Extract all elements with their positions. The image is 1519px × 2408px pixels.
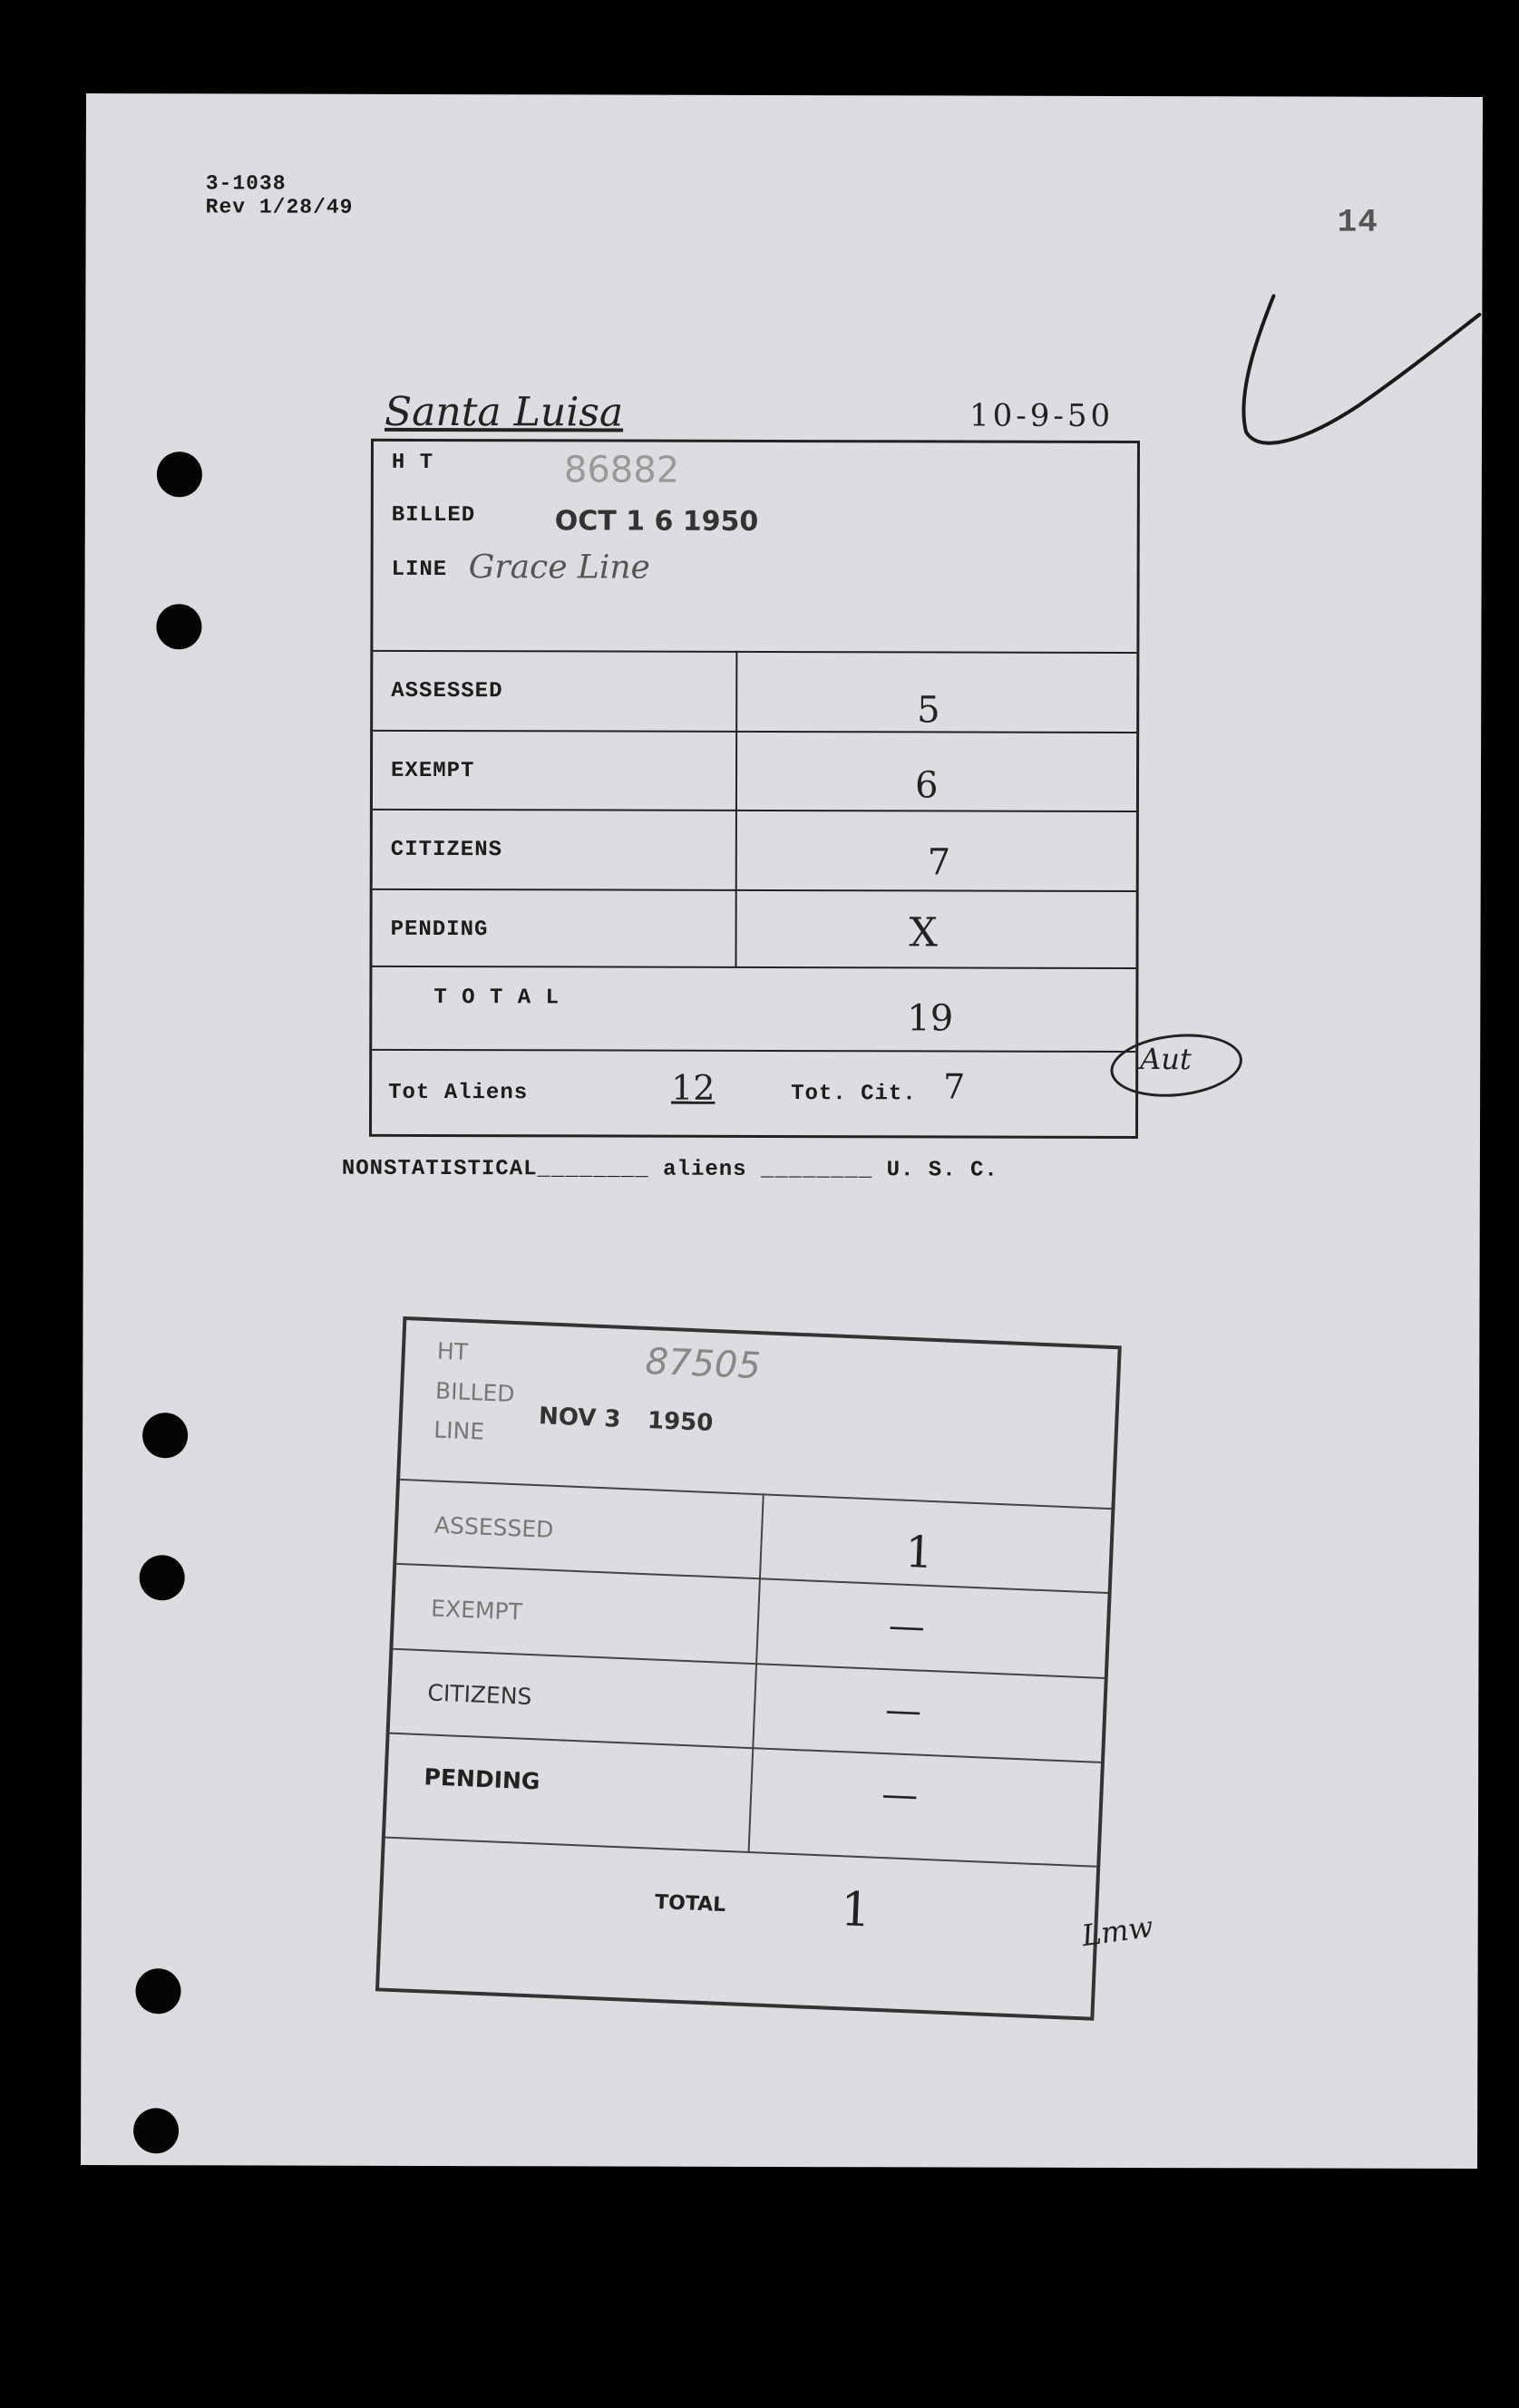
- divider: [396, 1563, 1107, 1594]
- nonstat-label-text: NONSTATISTICAL: [341, 1156, 538, 1182]
- tot-cit-label: Tot. Cit.: [791, 1082, 917, 1107]
- row-value-citizens: 7: [927, 841, 951, 884]
- line-label: LINE: [391, 557, 448, 583]
- divider: [372, 966, 1135, 969]
- ht-number-2: 87505: [644, 1340, 762, 1388]
- row-value-assessed: 5: [917, 689, 940, 732]
- row-label-citizens: CITIZENS: [390, 837, 503, 863]
- nonstat-blank: ________: [537, 1157, 649, 1182]
- line-value: Grace Line: [468, 549, 650, 587]
- line-label-2: LINE: [433, 1416, 485, 1445]
- row-label-assessed-2: ASSESSED: [433, 1511, 554, 1543]
- divider: [373, 809, 1136, 812]
- row-value-exempt-2: —: [887, 1605, 926, 1648]
- ht-label-2: HT: [436, 1337, 469, 1365]
- billed-date: OCT 1 6 1950: [554, 505, 759, 538]
- row-value-assessed-2: 1: [904, 1526, 934, 1579]
- ht-label: H T: [391, 450, 434, 475]
- divider: [400, 1479, 1111, 1510]
- binder-hole: [133, 2108, 179, 2153]
- divider: [373, 730, 1136, 733]
- total-value-2: 1: [839, 1882, 872, 1938]
- tot-aliens-label: Tot Aliens: [388, 1080, 529, 1106]
- form-revision: Rev 1/28/49: [205, 195, 354, 219]
- document-page: [81, 93, 1483, 2169]
- divider: [390, 1733, 1101, 1763]
- row-value-pending-2: —: [881, 1773, 920, 1817]
- column-divider: [748, 1493, 764, 1851]
- row-label-citizens-2: CITIZENS: [426, 1679, 532, 1711]
- divider: [372, 1049, 1135, 1053]
- divider: [373, 888, 1136, 892]
- total-label-2: TOTAL: [654, 1890, 726, 1918]
- binder-hole: [140, 1555, 185, 1600]
- row-label-pending-2: PENDING: [424, 1763, 540, 1795]
- billed-date-year: 1950: [647, 1407, 714, 1438]
- total-label: T O T A L: [433, 985, 560, 1011]
- check-mark-icon: [1232, 286, 1482, 455]
- binder-hole: [156, 604, 201, 649]
- row-label-pending: PENDING: [390, 917, 489, 943]
- divider: [373, 650, 1136, 654]
- row-label-exempt: EXEMPT: [391, 758, 475, 784]
- row-label-exempt-2: EXEMPT: [430, 1595, 523, 1626]
- binder-hole: [142, 1413, 188, 1458]
- row-label-assessed: ASSESSED: [391, 678, 503, 704]
- nonstat-usc-text: U. S. C.: [886, 1158, 998, 1183]
- vessel-name: Santa Luisa: [385, 388, 624, 436]
- nonstat-aliens-text: aliens: [663, 1157, 747, 1182]
- nonstat-label: [342, 1157, 998, 1183]
- record-date: 10-9-50: [969, 397, 1115, 434]
- divider: [385, 1837, 1096, 1868]
- tot-cit-value: 7: [943, 1066, 966, 1107]
- record-box-stamp: [375, 1316, 1122, 2021]
- billed-label: BILLED: [391, 502, 476, 529]
- billed-label-2: BILLED: [434, 1377, 516, 1408]
- initials-record1: Aut: [1140, 1042, 1192, 1077]
- form-number: 3-1038: [205, 171, 287, 196]
- billed-date-month: NOV 3: [538, 1403, 622, 1433]
- tot-aliens-value: 12: [671, 1067, 716, 1108]
- ht-number: 86882: [563, 449, 680, 491]
- row-value-citizens-2: —: [884, 1689, 923, 1733]
- row-value-pending: X: [909, 909, 938, 956]
- page-number: 14: [1337, 203, 1378, 241]
- divider: [393, 1648, 1104, 1679]
- binder-hole: [135, 1968, 180, 2014]
- total-value: 19: [907, 997, 954, 1040]
- record-box-primary: [369, 439, 1140, 1139]
- initials-record2: Lmw: [1079, 1908, 1155, 1954]
- binder-hole: [157, 452, 202, 497]
- nonstat-blank: ________: [760, 1157, 873, 1183]
- row-value-exempt: 6: [914, 764, 939, 807]
